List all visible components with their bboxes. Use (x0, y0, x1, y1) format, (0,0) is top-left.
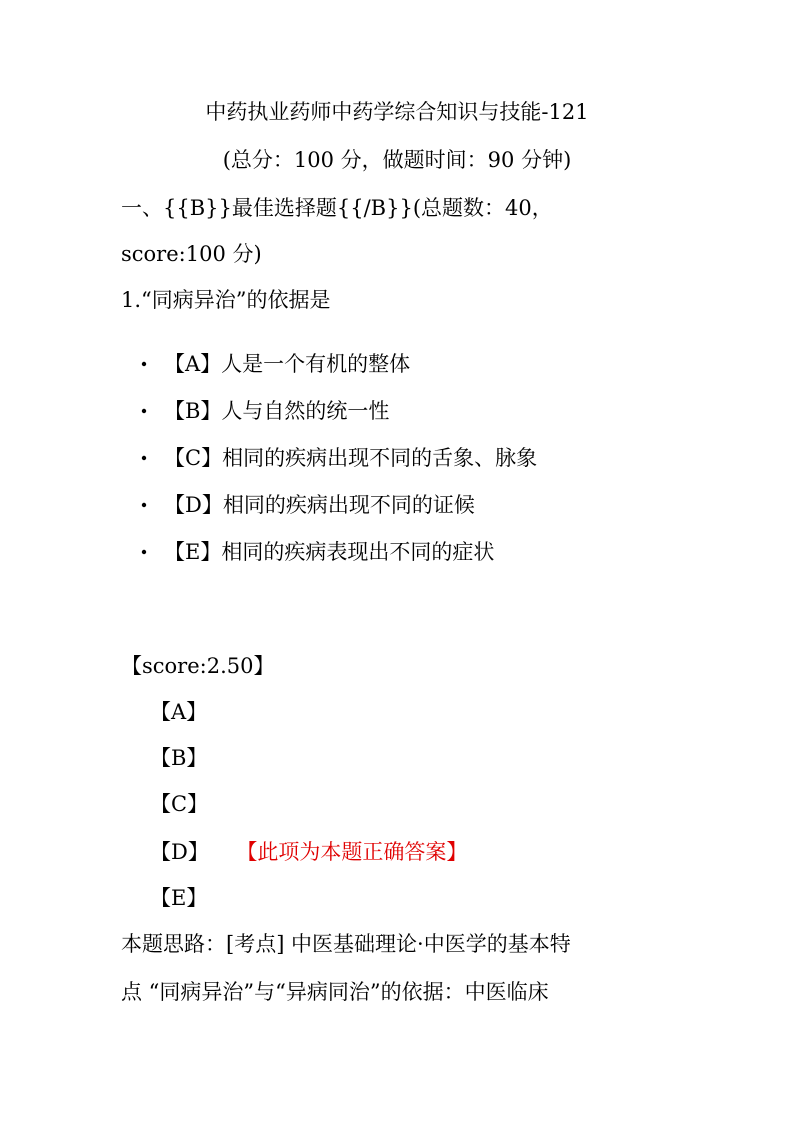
answer-label: 【E】 (150, 886, 208, 910)
question-score: 【score:2.50】 (121, 654, 275, 678)
option-item (140, 491, 475, 519)
option-label: 【C】相同的疾病出现不同的舌象、脉象 (164, 446, 538, 470)
document-title: 中药执业药师中药学综合知识与技能-121 (205, 100, 589, 124)
explanation-line-1: 本题思路：[考点] 中医基础理论·中医学的基本特 (121, 932, 571, 956)
answer-label: 【A】 (150, 700, 208, 724)
bullet-icon (142, 549, 146, 553)
answer-row (150, 698, 207, 726)
option-label: 【A】人是一个有机的整体 (164, 352, 411, 376)
answer-row (150, 884, 207, 912)
bullet-icon (142, 408, 146, 412)
answer-label: 【B】 (150, 746, 208, 770)
section-heading-line-1: 一、{{B}}最佳选择题{{/B}}(总题数：40， (121, 196, 553, 220)
answer-label: 【D】 (150, 840, 209, 864)
document-subtitle: (总分：100 分，做题时间：90 分钟) (222, 148, 572, 172)
explanation-line-2: 点 “同病异治”与“异病同治”的依据：中医临床 (121, 980, 549, 1004)
answer-row (150, 790, 208, 818)
option-item (140, 350, 410, 378)
question-stem: 1.“同病异治”的依据是 (121, 288, 331, 312)
option-label: 【D】相同的疾病出现不同的证候 (164, 493, 475, 517)
option-item (140, 444, 537, 472)
option-item (140, 397, 389, 425)
bullet-icon (142, 455, 146, 459)
option-label: 【E】相同的疾病表现出不同的症状 (164, 540, 495, 564)
option-label: 【B】人与自然的统一性 (164, 399, 390, 423)
option-item (140, 538, 494, 566)
answer-row (150, 838, 467, 866)
correct-answer-marker: 【此项为本题正确答案】 (246, 840, 468, 864)
answer-label: 【C】 (150, 792, 209, 816)
bullet-icon (142, 502, 146, 506)
answer-row (150, 744, 207, 772)
section-heading-line-2: score:100 分) (121, 242, 262, 266)
bullet-icon (142, 361, 146, 365)
